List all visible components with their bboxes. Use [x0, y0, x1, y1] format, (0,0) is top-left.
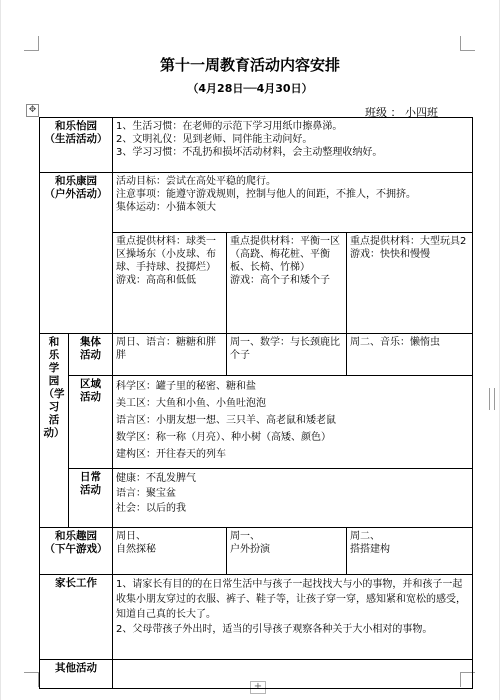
row-subtitle: （下午游戏） — [44, 543, 108, 555]
daily-label — [69, 469, 113, 528]
row-learning-area — [40, 376, 473, 469]
outdoor-notice: 注意事项：能遵守游戏规则，控制与他人的间距，不推人，不拥挤。 — [116, 189, 416, 200]
afternoon-activity: 自然探秘 — [116, 544, 156, 555]
area-content[interactable] — [113, 376, 473, 469]
row-other — [40, 660, 473, 689]
date-range: （4月28日──4月30日） — [187, 82, 313, 95]
parents-content[interactable] — [113, 575, 473, 660]
crop-mark-top-left — [24, 36, 39, 51]
afternoon-day: 周日、 — [116, 531, 146, 542]
area-item: 美工区：大鱼和小鱼、小鱼吐泡泡 — [116, 398, 266, 409]
row-title: 和乐康园 — [55, 175, 97, 187]
row-subtitle: （户外活动） — [44, 188, 108, 200]
vertical-char: （学 — [43, 388, 65, 400]
afternoon-cell-1[interactable] — [113, 528, 227, 575]
area-item: 语言区：小朋友想一想、三只羊、高老鼠和矮老鼠 — [116, 415, 336, 426]
zone-game: 游戏：高个子和矮个子 — [230, 275, 330, 286]
vertical-char: 和 — [48, 336, 60, 348]
vertical-char: 学 — [48, 362, 60, 374]
zone-material: 重点提供材料：球类一区操场东（小皮球、布球、手持球、投掷烂） — [116, 236, 216, 273]
afternoon-activity: 搭搭建构 — [350, 544, 390, 555]
crop-mark-top-right — [460, 36, 475, 51]
row-subtitle: （生活活动） — [44, 133, 108, 145]
daily-item: 语言：聚宝盆 — [116, 488, 176, 499]
vertical-char: 乐 — [48, 349, 60, 361]
collective-cell-3[interactable]: 周二、音乐：懒惰虫 — [347, 334, 473, 376]
collective-cell-1[interactable]: 周日、语言：糖糖和胖胖 — [113, 334, 227, 376]
row-header-parents: 家长工作 — [40, 575, 113, 660]
daily-content[interactable] — [113, 469, 473, 528]
row-afternoon — [40, 528, 473, 575]
collective-label — [69, 334, 113, 376]
parents-item: 2、父母带孩子外出时，适当的引导孩子观察各种关于大小相对的事物。 — [116, 624, 433, 635]
label-line: 活动 — [80, 349, 101, 361]
row-learning-daily — [40, 469, 473, 528]
row-header-outdoor — [40, 173, 113, 334]
afternoon-day: 周二、 — [350, 531, 380, 542]
page-title: 第十一周教育活动内容安排 — [159, 56, 340, 74]
row-header-afternoon — [40, 528, 113, 575]
zone-material: 重点提供材料：大型玩具2 — [350, 236, 467, 247]
row-parents — [40, 575, 473, 660]
label-line: 日常 — [80, 471, 101, 483]
parents-item: 1、请家长有目的的在日常生活中与孩子一起找找大与小的事物，并和孩子一起收集小朋友穿过的衣服、裤子、鞋子等，让孩子穿一穿，感知紧和宽松的感受，知道自己真的长大了。 — [116, 579, 466, 620]
zone-game: 游戏：高高和低低 — [116, 275, 196, 286]
vertical-char: 习 — [48, 401, 60, 413]
zone-game: 游戏：快快和慢慢 — [350, 249, 430, 260]
other-content[interactable] — [113, 660, 473, 689]
row-learning-collective — [40, 334, 473, 376]
area-item: 建构区：开往春天的列车 — [116, 449, 226, 460]
schedule-table — [39, 117, 473, 689]
row-title: 和乐怡园 — [55, 120, 97, 132]
table-move-icon[interactable]: ✥ — [26, 104, 39, 117]
area-item: 科学区：罐子里的秘密、糖和盐 — [116, 381, 256, 392]
label-line: 活动 — [80, 391, 101, 403]
zone-material: 重点提供材料：平衡一区（高跷、梅花桩、平衡板、长椅、竹梯） — [230, 236, 340, 273]
outdoor-zone-2[interactable] — [227, 233, 347, 334]
afternoon-day: 周一、 — [230, 531, 260, 542]
life-content[interactable] — [113, 118, 473, 173]
crop-mark-bottom-left — [24, 672, 39, 687]
daily-item: 健康：不乱发脾气 — [116, 473, 196, 484]
row-header-other: 其他活动 — [40, 660, 113, 689]
life-item: 3、学习习惯：不乱扔和损坏活动材料，会主动整理收纳好。 — [116, 147, 383, 158]
collective-cell-2[interactable]: 周一、数学：与长颈鹿比个子 — [227, 334, 347, 376]
area-item: 数学区：称一称（月亮）、种小树（高矮、颜色） — [116, 432, 331, 443]
outdoor-goals[interactable] — [113, 173, 473, 233]
outdoor-group-activity: 集体运动：小猫本领大 — [116, 202, 216, 213]
row-outdoor-goals — [40, 173, 473, 233]
outdoor-zone-3[interactable] — [347, 233, 473, 334]
class-label: 班级 ： 小四班 — [365, 106, 438, 119]
outdoor-zone-1[interactable] — [113, 233, 227, 334]
outdoor-goal: 活动目标：尝试在高处平稳的爬行。 — [116, 176, 276, 187]
row-title: 和乐趣园 — [55, 530, 97, 542]
afternoon-cell-3[interactable] — [347, 528, 473, 575]
area-label — [69, 376, 113, 469]
life-item: 1、生活习惯：在老师的示范下学习用纸巾擦鼻涕。 — [116, 121, 343, 132]
row-header-life — [40, 118, 113, 173]
add-row-icon[interactable]: + — [250, 681, 266, 694]
vertical-char: 园 — [48, 375, 60, 387]
vertical-char: 活动） — [43, 414, 65, 439]
scrollbar-marker[interactable] — [489, 388, 495, 410]
afternoon-cell-2[interactable] — [227, 528, 347, 575]
row-life — [40, 118, 473, 173]
afternoon-activity: 户外扮演 — [230, 544, 270, 555]
label-line: 活动 — [80, 484, 101, 496]
label-line: 区域 — [80, 378, 101, 390]
daily-item: 社会：以后的我 — [116, 503, 186, 514]
life-item: 2、文明礼仪：见到老师、同伴能主动问好。 — [116, 134, 313, 145]
label-line: 集体 — [80, 336, 101, 348]
row-header-learning — [40, 334, 69, 528]
